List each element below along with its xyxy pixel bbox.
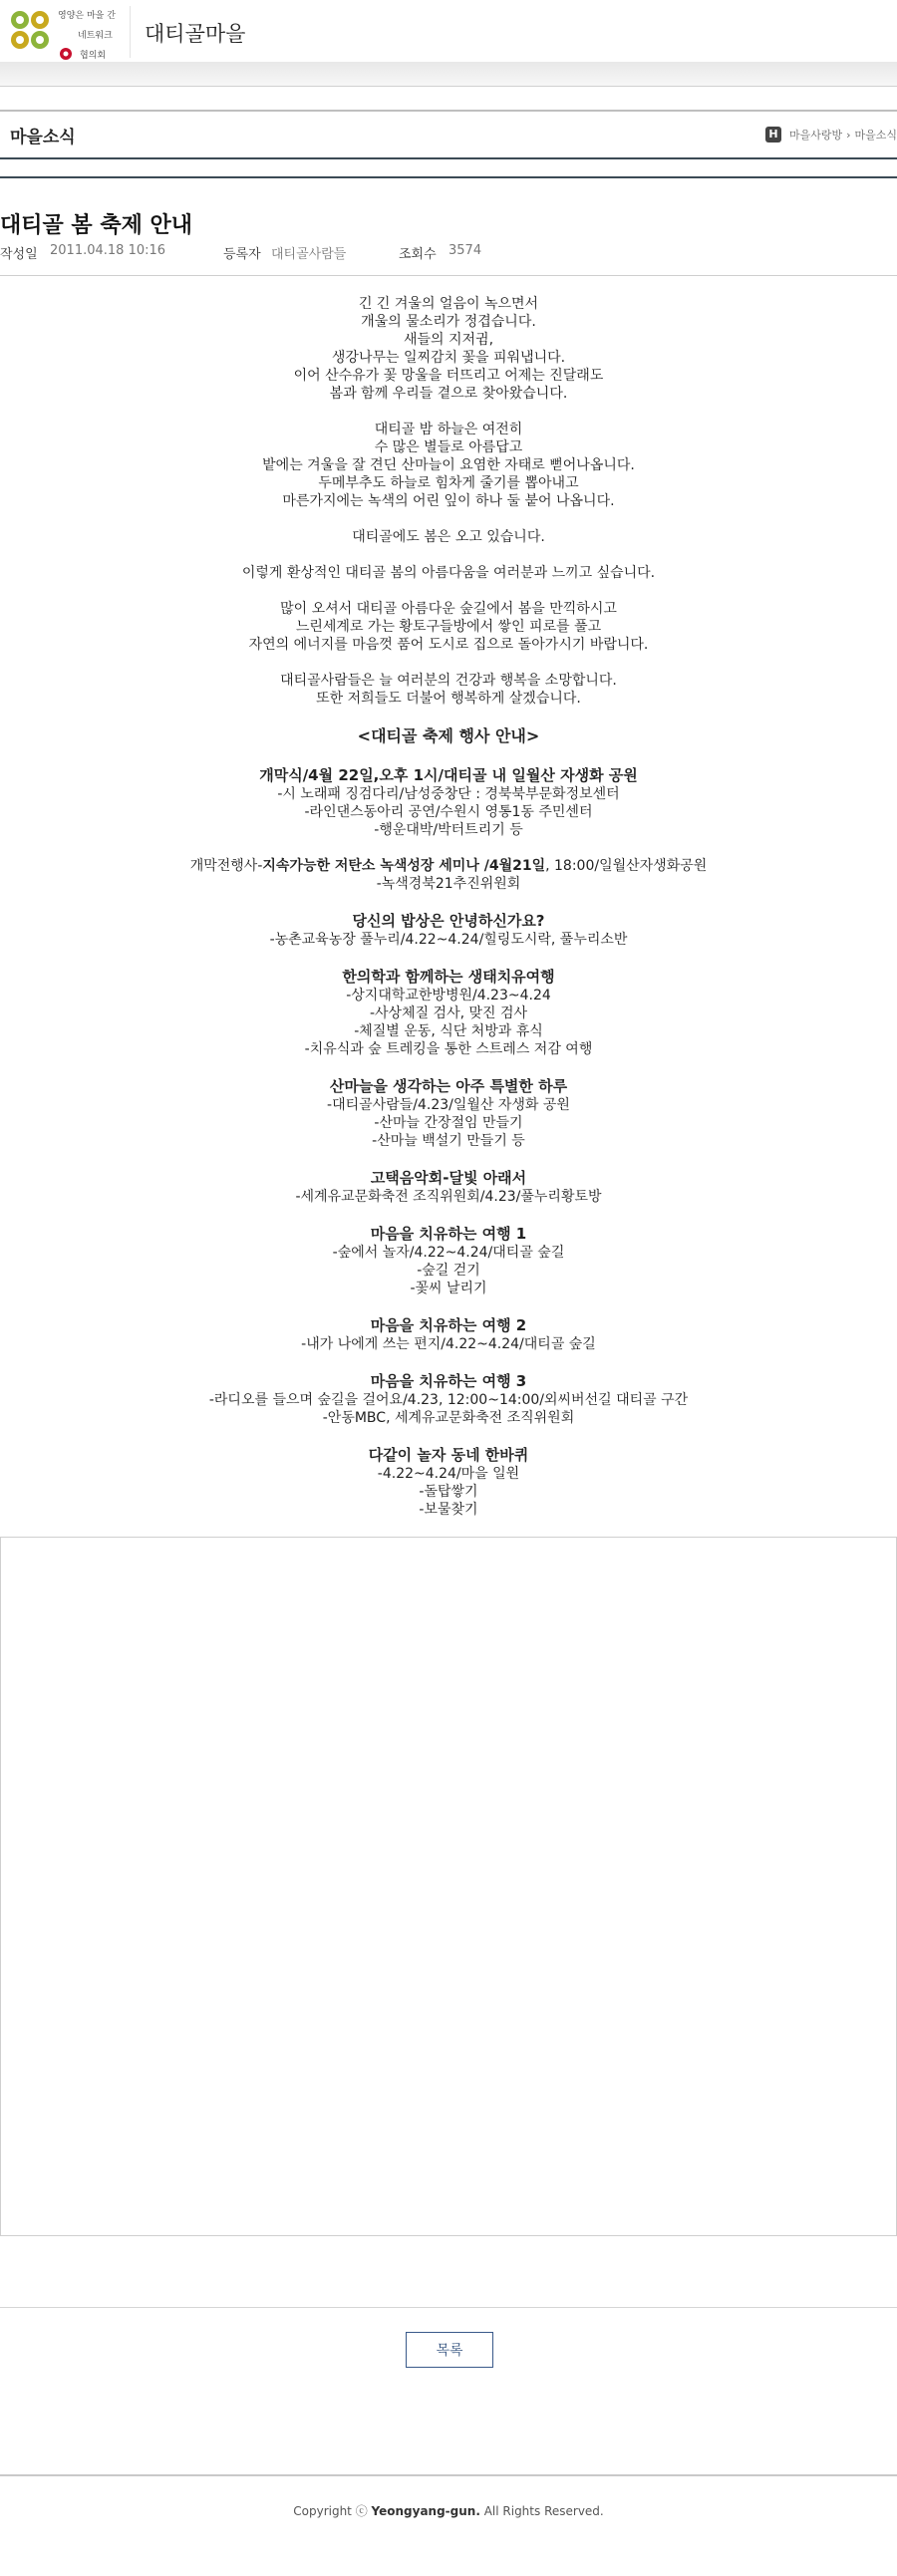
pre-event-prefix: 개막전행사- xyxy=(189,858,263,874)
list-button[interactable]: 목록 xyxy=(406,2332,493,2368)
logo-text-1: 영양은 마을 간 xyxy=(58,11,116,21)
pre-event-line: -녹색경북21추진위원회 xyxy=(376,876,521,892)
event-line: -산마늘 간장절임 만들기 xyxy=(374,1115,523,1131)
site-logo[interactable] xyxy=(6,4,126,62)
opening-line: -행운대박/박터트리기 등 xyxy=(374,822,523,838)
event-line: -산마늘 백설기 만들기 등 xyxy=(372,1133,525,1149)
event-title: 다같이 놀자 동네 한바퀴 xyxy=(368,1446,529,1464)
opening-line: -시 노래패 징검다리/남성중창단 : 경북북부문화정보센터 xyxy=(277,786,620,802)
logo-graphic xyxy=(6,4,126,62)
paragraph-gap xyxy=(0,403,897,421)
views-value: 3574 xyxy=(448,243,482,258)
intro-line: 대티골 밤 하늘은 여전히 xyxy=(374,422,523,437)
pre-event-title xyxy=(0,857,897,875)
event-title: 산마늘을 생각하는 아주 특별한 하루 xyxy=(329,1077,568,1095)
intro-line: 또한 저희들도 더불어 행복하게 살겠습니다. xyxy=(316,691,581,707)
bottom-divider xyxy=(0,2307,897,2308)
breadcrumb-item[interactable]: 마을사랑방 xyxy=(788,129,843,142)
paragraph-gap xyxy=(0,582,897,600)
home-icon[interactable]: H xyxy=(765,127,781,143)
intro-line: 대티골에도 봄은 오고 있습니다. xyxy=(352,529,545,545)
event-line: -대티골사람들/4.23/일월산 자생화 공원 xyxy=(327,1097,570,1113)
event-line: -돌탑쌓기 xyxy=(419,1484,478,1500)
paragraph-gap xyxy=(0,654,897,672)
event-line: -숲에서 놀자/4.22~4.24/대티골 숲길 xyxy=(332,1245,565,1261)
embedded-frame[interactable] xyxy=(0,1537,897,2236)
intro-text xyxy=(0,295,897,708)
section-divider xyxy=(0,176,897,178)
event-title: 마음을 치유하는 여행 2 xyxy=(370,1316,527,1334)
intro-line: 개울의 물소리가 정겹습니다. xyxy=(361,314,536,330)
event-title: 당신의 밥상은 안녕하신가요? xyxy=(352,912,545,930)
date-label: 작성일 xyxy=(0,247,38,262)
header-divider xyxy=(130,6,131,58)
event-line: -보물찾기 xyxy=(419,1502,478,1518)
event-line: -체질별 운동, 식단 처방과 휴식 xyxy=(354,1023,543,1039)
site-title[interactable]: 대티골마을 xyxy=(145,22,246,46)
intro-line: 마른가지에는 녹색의 어린 잎이 하나 둘 붙어 나옵니다. xyxy=(282,493,615,509)
event-title: 마음을 치유하는 여행 1 xyxy=(370,1225,527,1243)
event-line: -꽃씨 날리기 xyxy=(410,1281,487,1296)
pre-event-suffix: , 18:00/일월산자생화공원 xyxy=(545,858,708,874)
event-line: -내가 나에게 쓰는 편지/4.22~4.24/대티골 숲길 xyxy=(301,1336,596,1352)
paragraph-gap xyxy=(0,546,897,564)
section-title: 마을소식 xyxy=(10,128,76,147)
intro-line: 수 많은 별들로 아름답고 xyxy=(374,439,523,455)
intro-line: 생강나무는 일찌감치 꽃을 피워냅니다. xyxy=(331,350,566,366)
event-line: -농촌교육농장 풀누리/4.22~4.24/힐링도시락, 풀누리소반 xyxy=(269,932,628,948)
intro-line: 자연의 에너지를 마음껏 품어 도시로 집으로 돌아가시기 바랍니다. xyxy=(248,637,649,653)
logo-text-2: 네트워크 xyxy=(78,31,113,41)
intro-line: 이렇게 환상적인 대티골 봄의 아름다움을 여러분과 느끼고 싶습니다. xyxy=(241,565,656,581)
event-line: -사상체질 검사, 맞진 검사 xyxy=(369,1005,528,1021)
breadcrumb xyxy=(765,127,897,143)
intro-line: 대티골사람들은 늘 여러분의 건강과 행복을 소망합니다. xyxy=(280,673,617,689)
intro-line: 느린세계로 가는 황토구들방에서 쌓인 피로를 풀고 xyxy=(295,619,602,635)
post-title: 대티골 봄 축제 안내 xyxy=(0,213,192,238)
pre-event-bold: 지속가능한 저탄소 녹색성장 세미나 /4월21일 xyxy=(262,858,546,874)
footer-divider xyxy=(0,2474,897,2476)
intro-line: 새들의 지저귐, xyxy=(403,332,494,348)
paragraph-gap xyxy=(0,510,897,528)
footer-prefix: Copyright ⓒ xyxy=(293,2504,372,2518)
event-list xyxy=(0,893,897,1519)
post-body xyxy=(0,295,897,1519)
intro-line: 두메부추도 하늘로 힘차게 줄기를 뽑아내고 xyxy=(318,475,579,491)
chevron-right-icon: › xyxy=(846,128,851,142)
logo-text-3: 협의회 xyxy=(80,51,107,61)
intro-line: 밭에는 겨울을 잘 견딘 산마늘이 요염한 자태로 뻗어나옵니다. xyxy=(262,457,635,473)
intro-line: 이어 산수유가 꽃 망울을 터뜨리고 어제는 진달래도 xyxy=(293,368,604,384)
event-line: -라디오를 들으며 숲길을 걸어요/4.23, 12:00~14:00/외씨버선길 대티골 구간 xyxy=(208,1392,689,1408)
intro-line: 봄과 함께 우리들 곁으로 찾아왔습니다. xyxy=(329,386,568,402)
section-bar xyxy=(0,110,897,159)
header-shade xyxy=(0,62,897,87)
meta-divider xyxy=(0,275,897,276)
site-header xyxy=(0,0,897,62)
author-value: 대티골사람들 xyxy=(271,247,347,262)
event-title: 마음을 치유하는 여행 3 xyxy=(370,1372,527,1390)
opening-title: 개막식/4월 22일,오후 1시/대티골 내 일월산 자생화 공원 xyxy=(259,766,638,784)
footer-suffix: All Rights Reserved. xyxy=(479,2504,604,2518)
views-label: 조회수 xyxy=(399,247,437,262)
date-value: 2011.04.18 10:16 xyxy=(50,243,166,258)
breadcrumb-item-current[interactable]: 마을소식 xyxy=(854,129,897,142)
author-label: 등록자 xyxy=(223,247,261,262)
event-line: -상지대학교한방병원/4.23~4.24 xyxy=(346,988,551,1003)
event-line: -안동MBC, 세계유교문화축전 조직위원회 xyxy=(322,1410,575,1426)
event-line: -치유식과 숲 트레킹을 통한 스트레스 저감 여행 xyxy=(304,1041,593,1057)
event-line: -4.22~4.24/마을 일원 xyxy=(377,1466,520,1482)
program-heading: <대티골 축제 행사 안내> xyxy=(357,726,540,745)
event-title: 고택음악회-달빛 아래서 xyxy=(370,1169,527,1187)
event-title: 한의학과 함께하는 생태치유여행 xyxy=(342,968,555,986)
footer-copyright xyxy=(0,2502,897,2519)
intro-line: 긴 긴 겨울의 얼음이 녹으면서 xyxy=(358,296,539,312)
intro-line: 많이 오셔서 대티골 아름다운 숲길에서 봄을 만끽하시고 xyxy=(280,601,617,617)
opening-line: -라인댄스동아리 공연/수원시 영통1동 주민센터 xyxy=(304,804,593,820)
footer-brand: Yeongyang-gun. xyxy=(371,2504,480,2518)
event-line: -숲길 걷기 xyxy=(417,1263,480,1279)
event-line: -세계유교문화축전 조직위원회/4.23/풀누리황토방 xyxy=(295,1189,602,1205)
